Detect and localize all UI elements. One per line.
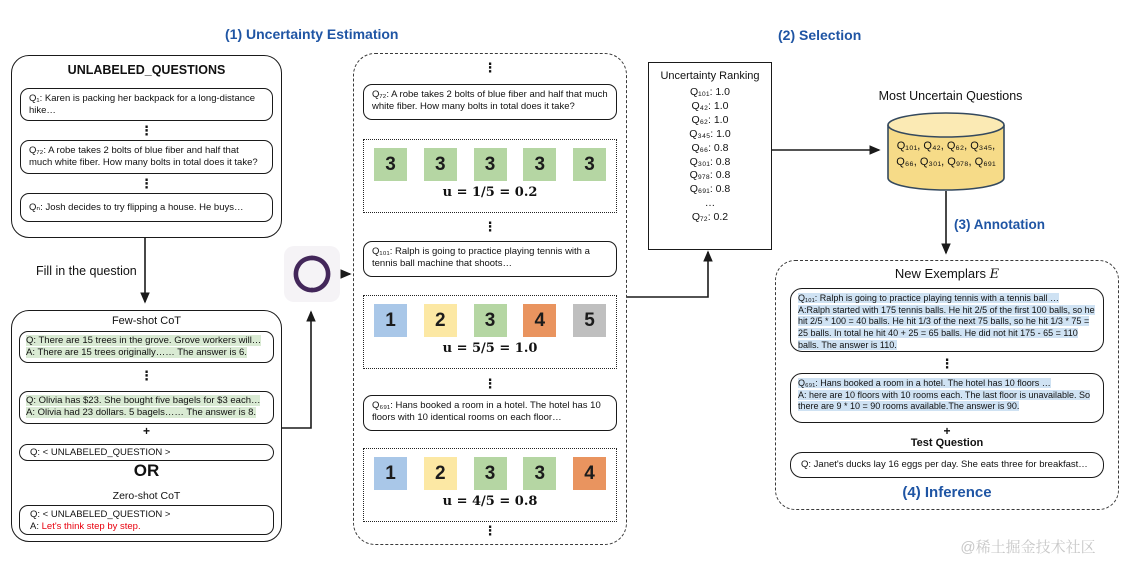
- sample-question-q72: Q₇₂: A robe takes 2 bolts of blue fiber and half that much white fiber. How many bolts in total does it take?: [363, 84, 617, 120]
- question-q72: Q₇₂: A robe takes 2 bolts of blue fiber and half that much white fiber. How many bolts in total does it take?: [20, 140, 273, 174]
- answer-tiles-row: [364, 304, 616, 337]
- answers-q72: [363, 139, 617, 213]
- zeroshot-cot-title: Zero-shot CoT: [112, 490, 181, 502]
- answer-tile: 4: [573, 457, 606, 490]
- ellipsis-vertical: ⋮: [483, 219, 497, 234]
- answer-tile: 1: [374, 457, 407, 490]
- fill-in-question-label: Fill in the question: [36, 264, 137, 278]
- test-question-box: Q: Janet's ducks lay 16 eggs per day. She eats three for breakfast…: [790, 452, 1104, 478]
- exemplar-q691-question: Q₆₉₁: Hans booked a room in a hotel. The hotel has 10 floors …: [798, 378, 1051, 388]
- new-exemplars-title: New Exemplars E: [894, 266, 1000, 282]
- uncertainty-ranking-box: [648, 62, 772, 250]
- or-label: OR: [133, 461, 160, 480]
- unlabeled-questions-title: UNLABELED_QUESTIONS: [67, 63, 226, 77]
- exemplar-q101: [790, 288, 1104, 352]
- uncertainty-ranking-list: [649, 86, 771, 225]
- unlabeled-questions-box: [11, 55, 282, 238]
- question-qn: Qₙ: Josh decides to try flipping a house. He buys…: [20, 193, 273, 222]
- answer-tile: 3: [573, 148, 606, 181]
- answer-tile: 3: [424, 148, 457, 181]
- heading-uncertainty-estimation: (1) Uncertainty Estimation: [225, 26, 399, 42]
- answer-tiles-row: [364, 148, 616, 181]
- answer-tile: 3: [374, 148, 407, 181]
- database-line-2: Q₆₆, Q₃₀₁, Q₉₇₈, Q₆₉₁: [896, 155, 996, 168]
- unlabeled-question-slot: Q: < UNLABELED_QUESTION >: [19, 444, 274, 461]
- ranking-row: Q₃₄₅: 1.0: [689, 127, 731, 140]
- answer-tiles-row: [364, 457, 616, 490]
- question-q1: Q₁: Karen is packing her backpack for a long-distance hike…: [20, 88, 273, 121]
- fewshot-ex1-question: Q: There are 15 trees in the grove. Grove workers will…: [26, 335, 262, 346]
- ranking-row: Q₄₂: 1.0: [691, 99, 729, 112]
- answer-tile: 2: [424, 457, 457, 490]
- plus-sign: +: [142, 424, 150, 438]
- ellipsis-vertical: ⋮: [140, 123, 153, 138]
- ellipsis-vertical: ⋮: [483, 60, 497, 75]
- answer-tile: 3: [523, 148, 556, 181]
- ranking-row: …: [704, 197, 716, 210]
- sample-question-q101: Q₁₀₁: Ralph is going to practice playing tennis with a tennis ball machine that shoots…: [363, 241, 617, 277]
- uncertainty-value-q72: u = 1/5 = 0.2: [442, 185, 538, 200]
- ellipsis-vertical: ⋮: [140, 176, 153, 191]
- test-question-label: Test Question: [910, 437, 984, 449]
- ellipsis-vertical: ⋮: [940, 356, 954, 371]
- answers-q101: [363, 295, 617, 369]
- fewshot-cot-title: Few-shot CoT: [111, 315, 182, 327]
- answers-q691: [363, 448, 617, 522]
- exemplars-E-symbol: E: [989, 267, 1000, 282]
- plus-sign: +: [943, 424, 951, 438]
- ranking-row: Q₁₀₁: 1.0: [689, 86, 731, 98]
- ranking-row: Q₆₉₁: 0.8: [689, 183, 731, 196]
- llm-node: [284, 246, 340, 302]
- new-exemplars-panel: [775, 260, 1119, 510]
- ranking-row: Q₃₀₁: 0.8: [689, 155, 731, 168]
- zeroshot-prompt: [19, 505, 274, 535]
- answer-tile: 5: [573, 304, 606, 337]
- answer-tile: 3: [474, 304, 507, 337]
- fewshot-exemplar-1: [19, 331, 274, 363]
- ellipsis-vertical: ⋮: [483, 523, 497, 538]
- zeroshot-answer-red: Let's think step by step.: [41, 520, 141, 532]
- sample-question-q691: Q₆₉₁: Hans booked a room in a hotel. The hotel has 10 floors with 10 identical rooms on each floor…: [363, 395, 617, 431]
- zeroshot-question: Q: < UNLABELED_QUESTION >: [30, 509, 171, 520]
- uncertainty-estimation-panel: [353, 53, 627, 545]
- answer-tile: 3: [523, 457, 556, 490]
- ellipsis-vertical: ⋮: [483, 376, 497, 391]
- heading-inference: (4) Inference: [902, 484, 992, 501]
- database-line-1: Q₁₀₁, Q₄₂, Q₆₂, Q₃₄₅,: [896, 140, 996, 152]
- exemplar-q101-question: Q₁₀₁: Ralph is going to practice playing tennis with a tennis ball …: [798, 293, 1059, 303]
- heading-annotation: (3) Annotation: [954, 217, 1045, 232]
- exemplar-q691-answer: A: here are 10 floors with 10 rooms each. The last floor is unavailable. So there are 9 * 10 = 90 rooms available.The answer is 90.: [798, 389, 1090, 412]
- exemplar-q101-answer: A:Ralph started with 175 tennis balls. He hit 2/5 of the first 100 balls, so he hit 2/5 * 100 = 40 balls. He hit 1/3 of the next 75 balls, so he hit 1/3 * 75 = 25 balls. In total he hit 40 + 25 = 65 balls. He did not hit 175 - 65 = 110 balls. The answer is 110.: [798, 304, 1095, 350]
- ranking-row: Q₆₆: 0.8: [691, 141, 729, 154]
- answer-tile: 3: [474, 457, 507, 490]
- answer-tile: 4: [523, 304, 556, 337]
- fewshot-ex2-question: Q: Olivia has $23. She bought five bagels for $3 each…: [26, 395, 261, 406]
- most-uncertain-questions-label: Most Uncertain Questions: [878, 89, 1023, 103]
- answer-tile: 2: [424, 304, 457, 337]
- answer-tile: 1: [374, 304, 407, 337]
- openai-logo-icon: [289, 251, 335, 297]
- answer-tile: 3: [474, 148, 507, 181]
- ellipsis-vertical: ⋮: [140, 368, 153, 383]
- uncertainty-ranking-title: Uncertainty Ranking: [660, 70, 760, 82]
- zeroshot-answer: A: Let's think step by step.: [30, 520, 141, 532]
- exemplar-q691: [790, 373, 1104, 423]
- fewshot-exemplar-2: [19, 391, 274, 424]
- ranking-row: Q₆₂: 1.0: [691, 113, 729, 126]
- uncertainty-value-q691: u = 4/5 = 0.8: [442, 494, 538, 509]
- watermark: @稀土掘金技术社区: [960, 539, 1096, 556]
- database-contents: [886, 139, 1006, 171]
- heading-selection: (2) Selection: [778, 27, 862, 43]
- fewshot-ex1-answer: A: There are 15 trees originally…… The answer is 6.: [26, 346, 247, 358]
- fewshot-ex2-answer: A: Olivia had 23 dollars. 5 bagels…… The answer is 8.: [26, 406, 257, 418]
- ranking-row: Q₉₇₈: 0.8: [689, 169, 731, 182]
- cot-prompt-box: [11, 310, 282, 542]
- uncertainty-value-q101: u = 5/5 = 1.0: [442, 341, 538, 356]
- ranking-row: Q₇₂: 0.2: [691, 211, 729, 224]
